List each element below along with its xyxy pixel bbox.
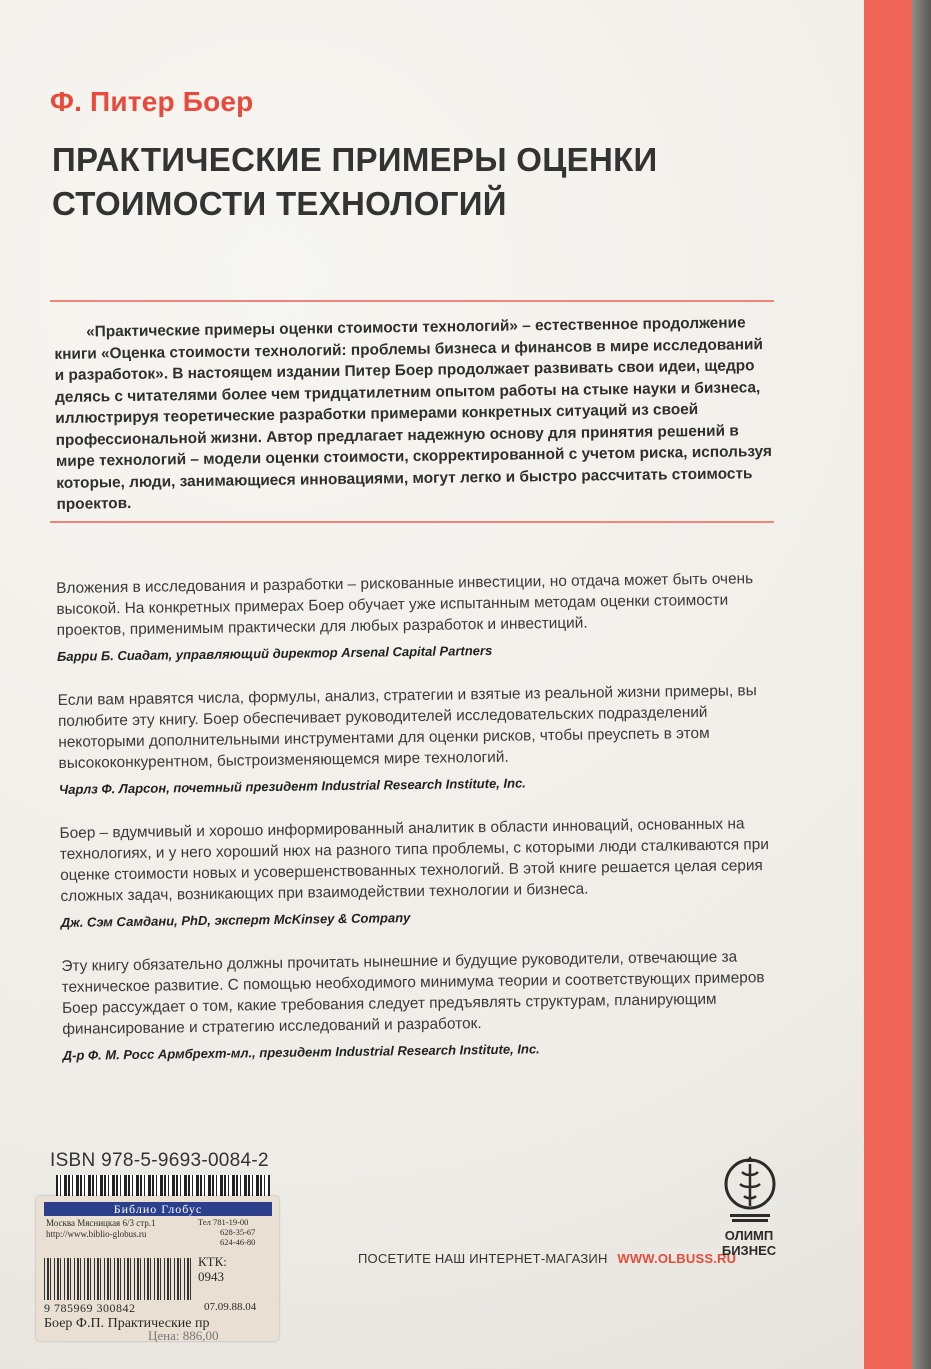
sticker-barcode [44,1258,194,1300]
sticker-book-name: Боер Ф.П. Практические пр [44,1316,210,1331]
quote-author: Дж. Сэм Самдани, PhD, эксперт McKinsey & Company [60,910,411,930]
quote-author: Чарлз Ф. Ларсон, почетный президент Industrial Research Institute, Inc. [58,775,526,797]
title-line: ПРАКТИЧЕСКИЕ ПРИМЕРЫ ОЦЕНКИ [52,141,658,178]
quote-author: Д-р Ф. М. Росс Армбрехт-мл., президент Industrial Research Institute, Inc. [62,1041,540,1063]
visit-store-line [358,1251,736,1266]
quote-text: Вложения в исследования и разработки – рискованные инвестиции, но отдача может быть очень высокой. На конкретных примерах Боер обучает уже испытанным методам оценки стоимости проектов, применимым практически для любых разработок и инвестиций. [56,570,754,639]
phone-number: 781-19-00 [213,1217,249,1227]
price-sticker [36,1196,279,1341]
sticker-phones [198,1217,278,1247]
quote-author: Барри Б. Сиадат, управляющий директор Arsenal Capital Partners [56,642,493,664]
title-line: СТОИМОСТИ ТЕХНОЛОГИЙ [52,185,507,222]
visit-text: ПОСЕТИТЕ НАШ ИНТЕРНЕТ-МАГАЗИН [358,1251,608,1266]
divider-top [50,300,774,302]
review-quote [56,568,777,664]
sticker-date: 07.09.88.04 [204,1301,257,1313]
ktk-label: КТК: [198,1254,227,1269]
sticker-url: http://www.biblio-globus.ru [46,1229,147,1239]
book-title [52,138,792,226]
quote-text: Эту книгу обязательно должны прочитать нынешние и будущие руководители, отвечающие за техническое развитие. С помощью необходимого минимума теории и соответствующих примеров Боер рассуждает о том, какие требования следует предъявлять структурам, планирующим финансирование и стратегию исследований и разработок. [61,948,765,1038]
phone-label: Тел [198,1217,211,1227]
isbn: ISBN 978-5-9693-0084-2 [50,1150,269,1171]
phone-number: 628-35-67 [220,1227,256,1237]
quote-text: Если вам нравятся числа, формулы, анализ, стратегии и взятые из реальной жизни примеры, вы полюбите эту книгу. Боер обеспечивает руководителей исследовательских подразделений некоторыми дополнительными инструментами для оценки рисков, чтобы преуспеть в этом высококонкурентном, быстроизменяющемся мире технологий. [57,682,757,772]
publisher-line: БИЗНЕС [721,1243,777,1258]
phone-number: 624-46-80 [220,1237,256,1247]
author-name: Ф. Питер Боер [50,86,254,117]
review-quote [61,946,782,1063]
book-description: «Практические примеры оценки стоимости технологий» – естественное продолжение книги «Оценка стоимости технологий: проблемы бизнеса и финансов в мире исследований и разработок». В настоящем издании Питер Боер продолжает развивать свои идеи, щедро делясь с читателями более чем тридцатилетним опытом работы на стыке науки и бизнеса, иллюстрируя теоретические разработки примерами конкретных ситуаций из своей профессиональной жизни. Автор предлагает надежную основу для принятия решений в мире технологий – модели оценки стоимости, скорректированной с учетом риска, используя которые, люди, занимающиеся инновациями, могут легко и быстро рассчитать стоимость проектов. [54,314,773,513]
sticker-ktk [198,1254,227,1284]
review-quotes [56,568,783,1089]
publisher-name [718,1228,780,1258]
review-quote [59,813,780,930]
publisher-line: ОЛИМП [724,1228,774,1243]
quote-text: Боер – вдумчивый и хорошо информированный аналитик в области инноваций, основанных на технологиях, и у него хороший нюх на разного типа проблемы, с которыми люди сталкиваются при оценке стоимости новых и усовершенствованных технологий. В этой книге решается целая серия сложных задач, возникающих при взаимодействии технологии и бизнеса. [59,815,769,905]
ktk-value: 0943 [198,1269,224,1284]
divider-bottom [50,521,774,523]
sticker-store-name: Библио Глобус [44,1202,272,1216]
sticker-price: Цена: 886,00 [148,1328,219,1343]
publisher-logo-icon [722,1154,778,1226]
review-quote [58,680,779,797]
website-link: WWW.OLBUSS.RU [617,1251,737,1266]
sticker-address: Москва Мясницкая 6/3 стр.1 [46,1218,156,1228]
spine-stripe [864,0,912,1369]
book-edge [912,0,931,1369]
sticker-barcode-number: 9 785969 300842 [44,1301,136,1315]
